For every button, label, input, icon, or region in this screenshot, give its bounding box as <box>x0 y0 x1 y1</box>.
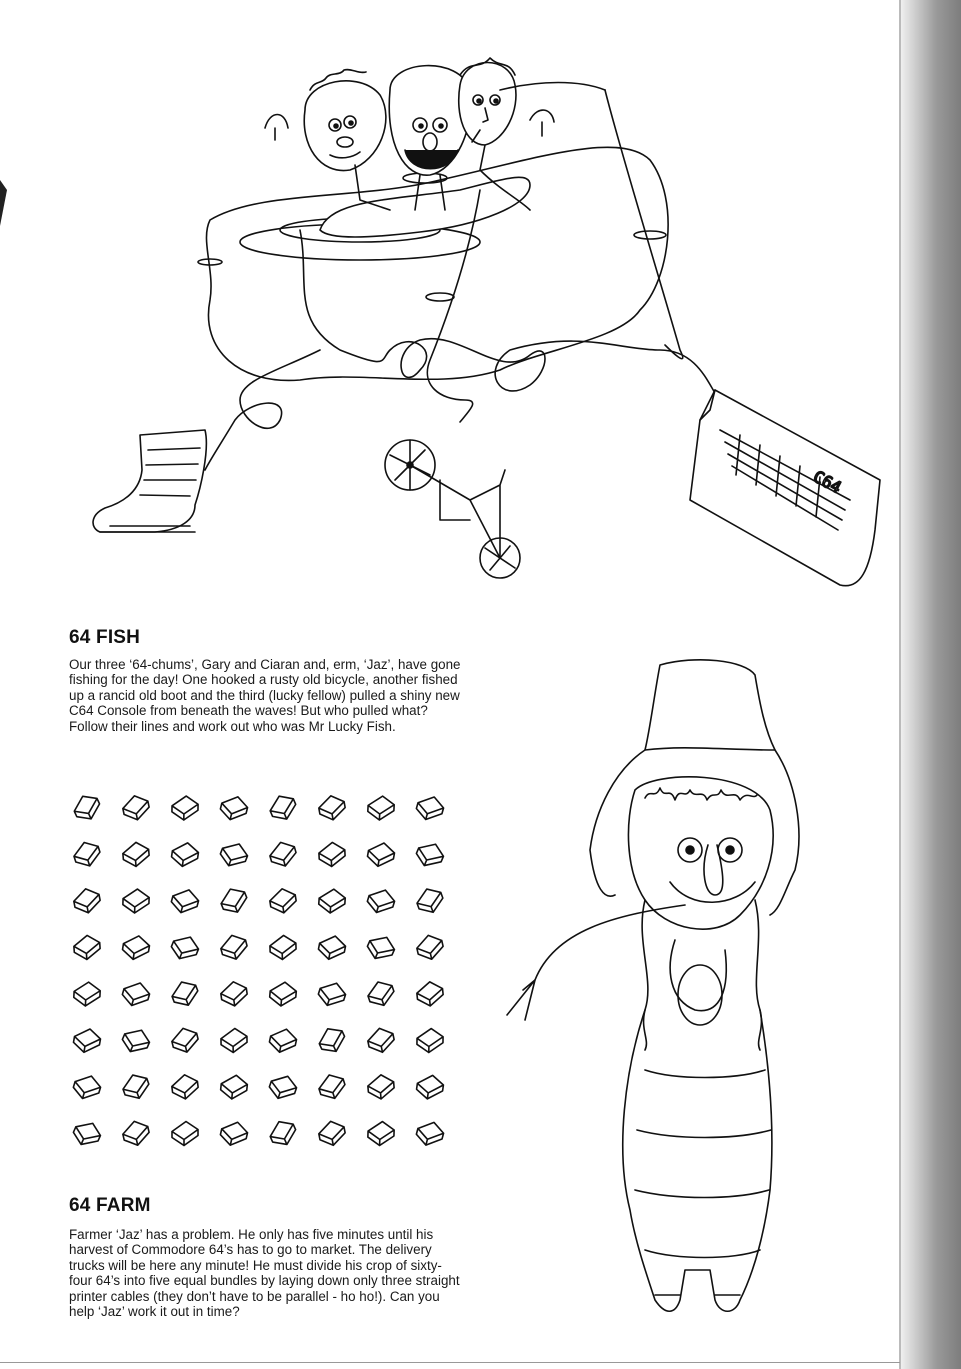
c64-crop-item <box>413 839 446 871</box>
c64-crop-item <box>414 1119 445 1149</box>
c64-crop-item <box>316 1071 348 1102</box>
c64-crop-item <box>119 1025 152 1057</box>
c64-crop-item <box>365 886 397 917</box>
c64-crop-item <box>123 889 150 914</box>
c64-crop-item <box>268 887 297 915</box>
c64-crop-item <box>72 1027 102 1055</box>
c64-crop-item <box>217 839 250 871</box>
c64-crop-item <box>315 1024 349 1057</box>
bicycle-drawing <box>385 440 520 578</box>
fishing-illustration <box>60 50 900 610</box>
c64-crop-item <box>317 933 347 962</box>
c64-crop-item <box>219 980 248 1007</box>
page-bottom-rule <box>0 1362 900 1363</box>
c64-crop-item <box>120 979 152 1009</box>
c64-crop-item <box>72 839 103 870</box>
fish-description: Our three ‘64-chums’, Gary and Ciaran and, erm, ‘Jaz’, have gone fishing for the day! One hooked a rusty old bicycle, another fished up a rancid old boot and the third (lucky fellow) pulled a shiny new C64 Console from beneath the waves! But who pulled what? Follow their lines and work out who was Mr Lucky Fish. <box>69 657 461 734</box>
c64-crop-item <box>366 841 396 869</box>
c64-crop-item <box>171 1073 200 1100</box>
c64-crop-item <box>220 1074 248 1101</box>
farmer-body <box>623 1010 772 1311</box>
line-boat-loops <box>300 230 720 400</box>
c64-crop-item <box>414 793 446 823</box>
c64-crop-item <box>72 887 102 916</box>
c64-crop-item <box>415 1073 444 1100</box>
farmer-jaz-illustration <box>495 650 825 1330</box>
c64-crop-item <box>72 791 104 824</box>
c64-crop-item <box>72 1072 103 1103</box>
farm-description: Farmer ‘Jaz’ has a problem. He only has five minutes until his harvest of Commodore 64’s has to go to market. The delivery trucks will be here any minute! He must divide his crop of sixty-four 64’s into five equal bundles by laying down only three straight printer cables (they don’t have to be parallel - ho ho!). Can you help ‘Jaz’ work it out in time? <box>69 1227 460 1320</box>
c64-crop-item <box>169 1025 200 1055</box>
ciaran-figure <box>389 66 471 210</box>
c64-crop-item <box>121 934 150 962</box>
c64-grid <box>72 790 472 1190</box>
c64-crop-item <box>267 1072 299 1103</box>
c64-crop-item <box>368 1121 395 1146</box>
c64-crop-item <box>172 1122 198 1146</box>
gary-figure <box>304 70 390 210</box>
c64-crop-item <box>268 1026 298 1055</box>
c64-crop-item <box>267 839 299 869</box>
boot-drawing <box>93 430 206 532</box>
keyboard-c64-label: C64 <box>810 466 845 498</box>
c64-crop-item <box>169 886 200 916</box>
c64-crop-item <box>219 1119 250 1148</box>
c64-crop-item <box>121 793 151 822</box>
c64-crop-item <box>172 796 198 820</box>
c64-crop-item <box>72 1118 104 1151</box>
c64-crop-item <box>170 841 199 868</box>
c64-crop-item <box>270 935 297 960</box>
c64-crop-item <box>168 978 201 1010</box>
c64-crop-item <box>366 1026 396 1055</box>
c64-crop-item <box>266 791 299 823</box>
c64-crop-item <box>221 1028 247 1052</box>
c64-crop-item <box>415 933 446 962</box>
fish-title: 64 FISH <box>69 627 141 648</box>
c64-crop-item <box>317 1119 347 1148</box>
c64-crop-item <box>364 932 398 965</box>
c64-crop-item <box>316 979 348 1010</box>
farmer-face <box>628 777 773 929</box>
c64-crop-item <box>417 1028 443 1052</box>
line-to-keyboard <box>605 90 683 359</box>
c64-crop-item <box>367 1074 395 1100</box>
c64-crop-item <box>266 1117 300 1150</box>
c64-crop-item <box>367 795 394 820</box>
c64-crop-item <box>121 1119 152 1148</box>
c64-crop-item <box>73 981 100 1006</box>
c64-crop-item <box>120 1071 153 1102</box>
c64-crop-item <box>416 981 444 1008</box>
c64-crop-item <box>217 885 250 917</box>
line-to-boot <box>205 350 320 470</box>
c64-crop-item <box>365 978 397 1009</box>
c64-crop-item <box>122 841 150 867</box>
page-edge-shadow <box>899 0 961 1369</box>
c64-crop-item <box>317 794 347 822</box>
c64-crop-item <box>73 935 101 961</box>
c64-crop-item <box>318 888 346 914</box>
c64-crop-item <box>318 842 345 867</box>
c64-crop-item <box>168 932 201 964</box>
c64-crop-item <box>218 793 249 823</box>
keyboard-drawing <box>690 390 880 586</box>
c64-crop-item <box>414 885 447 916</box>
c64-crop-item <box>269 981 297 1007</box>
farm-title: 64 FARM <box>69 1195 151 1216</box>
binding-mark <box>0 180 7 226</box>
c64-crop-item <box>218 932 249 962</box>
farmer-hat <box>645 660 775 750</box>
